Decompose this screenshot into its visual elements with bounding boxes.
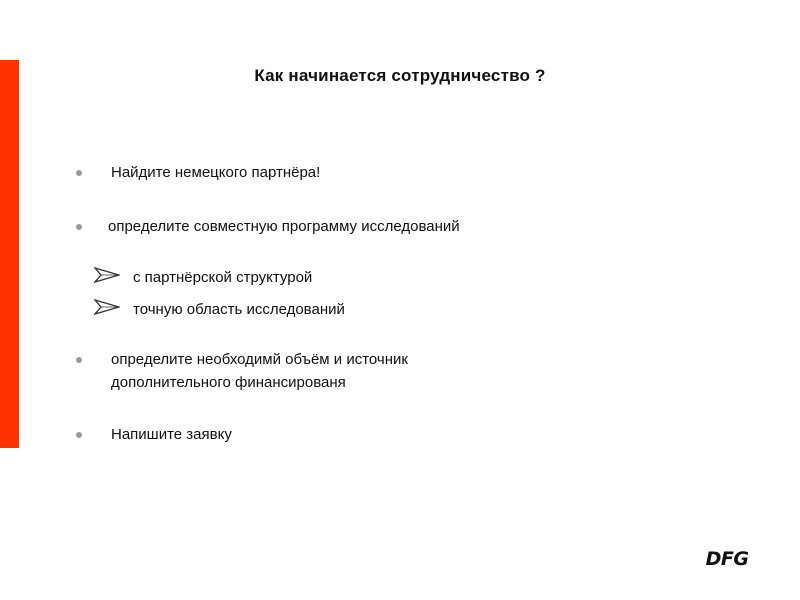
bullet-item-2: определите совместную программу исследований — [108, 218, 460, 235]
bullet-item-1: Найдите немецкого партнёра! — [111, 164, 321, 181]
sub-item-1: с партнёрской структурой — [133, 269, 313, 286]
accent-bar — [0, 60, 19, 448]
bullet-item-3: определите необходимй объём и источник — [111, 351, 408, 368]
bullet-dot-icon — [76, 170, 82, 176]
slide-title: Как начинается сотрудничество ? — [254, 66, 546, 85]
sub-item-2: точную область исследований — [133, 301, 345, 318]
logo-text: DFG — [705, 548, 749, 568]
arrowhead-icon — [94, 267, 120, 283]
bullet-dot-icon — [76, 357, 82, 363]
bullet-dot-icon — [76, 224, 82, 230]
bullet-item-4: Напишите заявку — [111, 426, 232, 443]
bullet-item-3-continuation: дополнительного финансированя — [111, 374, 346, 391]
dfg-logo-icon — [698, 548, 756, 568]
arrowhead-icon — [94, 299, 120, 315]
bullet-dot-icon — [76, 432, 82, 438]
